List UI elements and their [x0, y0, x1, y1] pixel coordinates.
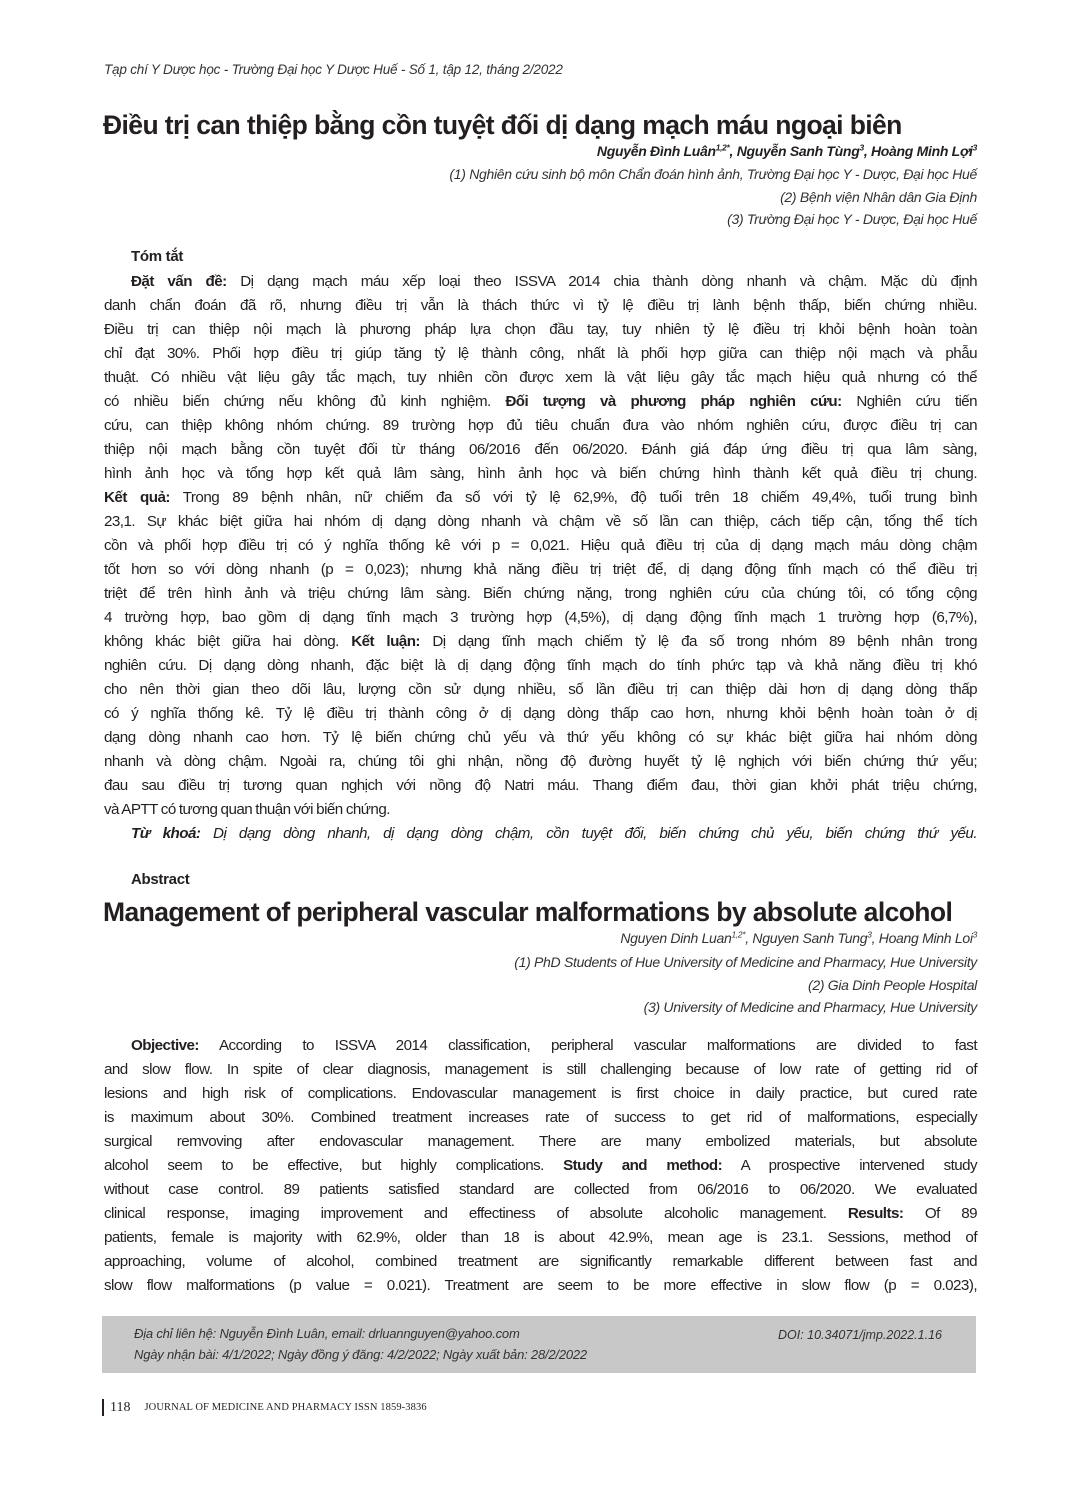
author-name: Nguyễn Sanh Tùng	[736, 143, 860, 159]
author-name: Nguyen Dinh Luan	[620, 930, 732, 946]
affiliation-2-vietnamese: (2) Bệnh viện Nhân dân Gia Định	[780, 189, 977, 205]
text-line: và APTT có tương quan thuận với biến chứng.	[104, 801, 390, 818]
author-list-english	[620, 930, 977, 946]
page-number: 118	[110, 1399, 131, 1415]
page-footer	[102, 1399, 427, 1416]
author-separator: ,	[863, 143, 871, 159]
label-background: Đặt vấn đề:	[131, 273, 227, 290]
author-name: Hoang Minh Loi	[878, 930, 973, 946]
journal-footer-name: JOURNAL OF MEDICINE AND PHARMACY ISSN 1859-3836	[144, 1402, 427, 1413]
author-affiliation-mark: 3	[972, 142, 977, 153]
text-line: is maximum about 30%. Combined treatment increases rate of success to get rid of malformations, especially	[104, 1109, 977, 1126]
text-line: thuật. Có nhiều vật liệu gây tắc mạch, tuy nhiên cồn được xem là vật liệu gây tắc mạch hiệu quả nhưng có thể	[104, 369, 977, 386]
author-separator: ,	[745, 930, 753, 946]
text-line: 4 trường hợp, bao gồm dị dạng tĩnh mạch 3 trường hợp (4,5%), dị dạng động tĩnh mạch 1 trường hợp (6,7%),	[104, 609, 977, 626]
keywords: Dị dạng dòng nhanh, dị dạng dòng chậm, cồn tuyệt đối, biến chứng chủ yếu, biến chứng thứ yếu.	[200, 825, 977, 842]
keywords-line	[104, 822, 977, 846]
text-line: Objective: According to ISSVA 2014 classification, peripheral vascular malformations are divided to fast	[131, 1037, 977, 1054]
text-line: lesions and high risk of complications. Endovascular management is first choice in daily practice, but cured rate	[104, 1085, 977, 1102]
label-study-method: Study and method:	[563, 1157, 723, 1174]
summary-body-vietnamese	[104, 270, 977, 846]
article-title-vietnamese: Điều trị can thiệp bằng cồn tuyệt đối dị dạng mạch máu ngoại biên	[103, 110, 902, 140]
text-line: cồn và phối hợp điều trị có ý nghĩa thống kê với p = 0,021. Hiệu quả điều trị của dị dạng mạch máu dòng chậm	[104, 537, 977, 554]
label-objective: Objective:	[131, 1037, 199, 1054]
affiliation-3-english: (3) University of Medicine and Pharmacy, Hue University	[643, 999, 977, 1015]
affiliation-1-vietnamese: (1) Nghiên cứu sinh bộ môn Chẩn đoán hình ảnh, Trường Đại học Y - Dược, Đại học Huế	[449, 166, 977, 182]
affiliation-3-vietnamese: (3) Trường Đại học Y - Dược, Đại học Huế	[727, 211, 977, 227]
text-line: nghiên cứu. Dị dạng dòng nhanh, đặc biệt là dị dạng động tĩnh mạch do tính phức tạp và khả năng điều trị khó	[104, 657, 977, 674]
label-keywords: Từ khoá:	[131, 825, 201, 842]
section-heading-abstract: Abstract	[131, 871, 190, 888]
text-line: danh chẩn đoán đã rõ, nhưng điều trị vẫn là thách thức vì tỷ lệ điều trị lành bệnh thấp, biến chứng nhiều.	[104, 297, 977, 314]
text-line: dạng dòng nhanh cao hơn. Tỷ lệ biến chứng chủ yếu và thứ yếu không có sự khác biệt giữa hai nhóm dòng	[104, 729, 977, 746]
article-title-english: Management of peripheral vascular malformations by absolute alcohol	[103, 897, 953, 927]
author-affiliation-mark: 3	[867, 929, 872, 940]
text-line: cho nên thời gian theo dõi lâu, lượng cồn sử dụng nhiều, số lần điều trị can thiệp dài hơn dị dạng dòng thấp	[104, 681, 977, 698]
label-conclusion: Kết luận:	[351, 633, 420, 650]
text-line: không khác biệt giữa hai dòng. Kết luận: Dị dạng tĩnh mạch chiếm tỷ lệ đa số trong nhóm 89 bệnh nhân trong	[104, 633, 977, 650]
label-results: Results:	[847, 1205, 904, 1222]
text-line: slow flow malformations (p value = 0.021). Treatment are seem to be more effective in slow flow (p = 0.023),	[104, 1277, 977, 1294]
text-line: có nhiều biến chứng nếu không đủ kinh nghiệm. Đối tượng và phương pháp nghiên cứu: Nghiên cứu tiến	[104, 393, 977, 410]
text-line: clinical response, imaging improvement and effectiness of absolute alcoholic management. Results: Of 89	[104, 1205, 977, 1222]
text-line: alcohol seem to be effective, but highly complications. Study and method: A prospective intervened study	[104, 1157, 978, 1174]
affiliation-1-english: (1) PhD Students of Hue University of Medicine and Pharmacy, Hue University	[514, 954, 977, 970]
text-line: Đặt vấn đề: Dị dạng mạch máu xếp loại theo ISSVA 2014 chia thành dòng nhanh và chậm. Mặc dù định	[131, 273, 977, 290]
footer-divider-bar	[102, 1399, 104, 1416]
author-affiliation-mark: 1,2*	[715, 142, 730, 153]
author-name: Nguyễn Đình Luân	[596, 143, 716, 159]
text-line: tốt hơn so với dòng nhanh (p = 0,023); nhưng khả năng điều trị triệt để, dị dạng động tĩnh mạch có thể điều trị	[104, 561, 977, 578]
author-affiliation-mark: 3	[859, 142, 864, 153]
text-line: có ý nghĩa thống kê. Tỷ lệ điều trị thành công ở dị dạng dòng thấp cao hơn, nhưng khỏi bệnh hoàn toàn ở dị	[104, 705, 977, 722]
author-affiliation-mark: 1,2*	[731, 929, 746, 940]
label-methods: Đối tượng và phương pháp nghiên cứu:	[505, 393, 842, 410]
text-line: 23,1. Sự khác biệt giữa hai nhóm dị dạng dòng nhanh và chậm về số lần can thiệp, cách tiếp cận, tổng thể tích	[104, 513, 977, 530]
author-name: Hoàng Minh Lợi	[871, 143, 973, 159]
text-line: approaching, volume of alcohol, combined treatment are significantly remarkable different between fast and	[104, 1253, 977, 1270]
author-list-vietnamese	[597, 143, 977, 159]
contact-address: Địa chỉ liên hệ: Nguyễn Đình Luân, email: drluannguyen@yahoo.com	[134, 1326, 520, 1341]
text-line: patients, female is majority with 62.9%, older than 18 is about 42.9%, mean age is 23.1. Sessions, method of	[104, 1229, 977, 1246]
text-line: triệt để trên hình ảnh và triệu chứng lâm sàng. Biến chứng nặng, trong nghiên cứu của chúng tôi, có tổng cộng	[104, 585, 977, 602]
journal-running-header: Tạp chí Y Dược học - Trường Đại học Y Dược Huế - Số 1, tập 12, tháng 2/2022	[104, 62, 563, 77]
abstract-body-english	[104, 1034, 977, 1298]
author-separator: ,	[871, 930, 879, 946]
author-name: Nguyen Sanh Tung	[752, 930, 868, 946]
text-line: surgical remvoving after endovascular management. There are many embolized materials, but absolute	[104, 1133, 977, 1150]
text-line: Kết quả: Trong 89 bệnh nhân, nữ chiếm đa số với tỷ lệ 62,9%, độ tuổi trên 18 chiếm 49,4%, tuổi trung bình	[104, 489, 977, 506]
text-line: Điều trị can thiệp nội mạch là phương pháp lựa chọn đầu tay, tuy nhiên tỷ lệ điều trị khỏi bệnh hoàn toàn	[104, 321, 977, 338]
text-line: without case control. 89 patients satisfied standard are collected from 06/2016 to 06/2020. We evaluated	[104, 1181, 977, 1198]
text-line: đau sau điều trị tương quan nghịch với nồng độ Natri máu. Thang điểm đau, thời gian khởi phát triệu chứng,	[104, 777, 977, 794]
affiliation-2-english: (2) Gia Dinh People Hospital	[807, 977, 977, 993]
author-separator: ,	[729, 143, 737, 159]
text-line: chỉ đạt 30%. Phối hợp điều trị giúp tăng tỷ lệ thành công, nhất là phối hợp giữa can thiệp nội mạch và phẫu	[104, 345, 977, 362]
text-line: nhanh và dòng chậm. Ngoài ra, chúng tôi ghi nhận, nồng độ đường huyết tỷ lệ nghịch với biến chứng thứ yếu;	[104, 753, 977, 770]
text-line: cứu, can thiệp không nhóm chứng. 89 trường hợp đủ tiêu chuẩn đưa vào nhóm nghiên cứu, được điều trị can	[104, 417, 977, 434]
section-heading-summary: Tóm tắt	[131, 248, 184, 265]
contact-info-box	[102, 1316, 976, 1373]
publication-dates: Ngày nhận bài: 4/1/2022; Ngày đồng ý đăng: 4/2/2022; Ngày xuất bản: 28/2/2022	[134, 1347, 587, 1362]
text-line: and slow flow. In spite of clear diagnosis, management is still challenging because of low rate of getting rid of	[104, 1061, 977, 1078]
doi-label: DOI: 10.34071/jmp.2022.1.16	[777, 1328, 942, 1342]
label-results: Kết quả:	[104, 489, 170, 506]
text-line: hình ảnh học và tổng hợp kết quả lâm sàng, hình ảnh học và biến chứng hình thành kết quả điều trị chung.	[104, 465, 977, 482]
author-affiliation-mark: 3	[972, 929, 977, 940]
text-line: thiệp nội mạch bằng cồn tuyệt đối từ tháng 06/2016 đến 06/2020. Đánh giá đáp ứng điều trị qua lâm sàng,	[104, 441, 977, 458]
